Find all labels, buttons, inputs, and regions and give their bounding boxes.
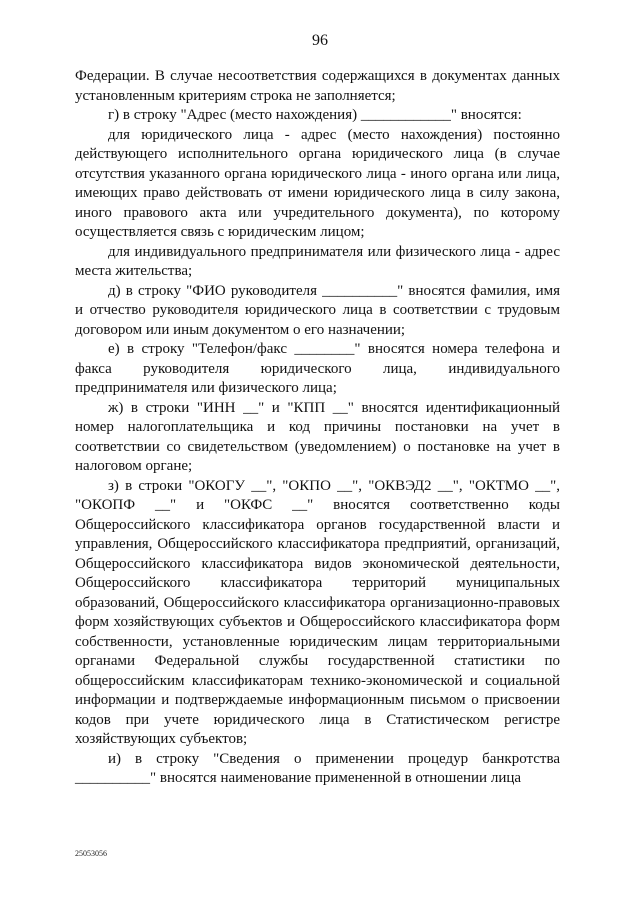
paragraph: г) в строку "Адрес (место нахождения) ____________" вносятся: <box>108 107 522 123</box>
paragraph: д) в строку "ФИО руководителя __________" вносятся фамилия, имя и отчество руководителя юридического лица в соответствии с трудовым договором или иным документом о его назначении; <box>75 282 560 338</box>
paragraph: Федерации. В случае несоответствия содержащихся в документах данных установленным критериям строка не заполняется; <box>75 68 560 104</box>
paragraph: е) в строку "Телефон/факс ________" вносятся номера телефона и факса руководителя юридического лица, индивидуального предпринимателя или физического лица; <box>75 341 560 396</box>
paragraph: для юридического лица - адрес (место нахождения) постоянно действующего исполнительного органа юридического лица (в случае отсутствия указанного органа юридического лица - иного органа или лица, имеющих право действовать от имени юридического лица в силу закона, иного правового акта или учредительного документа), по которому осуществляется связь с юридическим лицом; <box>75 126 560 240</box>
paragraph: з) в строки "ОКОГУ __", "ОКПО __", "ОКВЭД2 __", "ОКТМО __", "ОКОПФ __" и "ОКФС __" вносятся соответственно коды Общероссийского классификатора органов государственной власти и управления, Общероссийского классификатора предприятий, организаций, Общероссийского классификатора видов экономической деятельности, Общероссийского классификатора территорий муниципальных образований, Общероссийского классификатора организационно-правовых форм хозяйствующих субъектов и Общероссийского классификатора форм собственности, установленные юридическим лицам территориальными органами Федеральной службы государственной статистики по общероссийским классификаторам технико-экономической и социальной информации и подтверждаемые информационным письмом о присвоении кодов при учете юридического лица в Статистическом регистре хозяйствующих субъектов; <box>75 477 560 747</box>
document-code: 25053056 <box>75 849 107 858</box>
paragraph: и) в строку "Сведения о применении процедур банкротства __________" вносятся наименование примененной в отношении лица <box>75 750 560 786</box>
document-body <box>75 67 560 789</box>
page-number: 96 <box>312 32 328 49</box>
paragraph: для индивидуального предпринимателя или физического лица - адрес места жительства; <box>75 243 560 279</box>
paragraph: ж) в строки "ИНН __" и "КПП __" вносятся идентификационный номер налогоплательщика и код причины постановки на учет в соответствии со свидетельством (уведомлением) о постановке на учет в налоговом органе; <box>75 399 560 474</box>
